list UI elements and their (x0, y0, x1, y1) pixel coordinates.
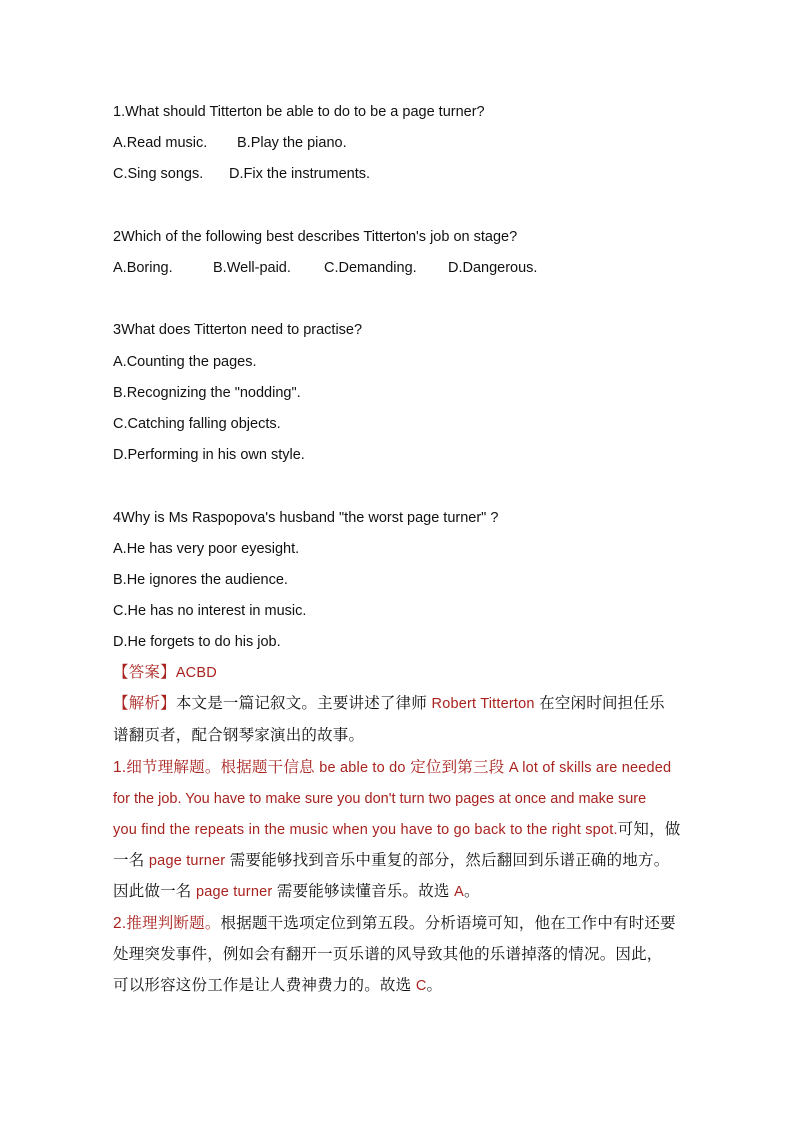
answer-value: ACBD (175, 665, 217, 681)
analysis-text: 可以形容这份工作是让人费神费力的。故选 (113, 977, 416, 994)
question-1-stem: 1.What should Titterton be able to do to be a page turner? (113, 104, 485, 120)
analysis-label: 【解析】 (113, 695, 176, 712)
option-d: D.He forgets to do his job. (113, 634, 281, 650)
analysis-q2-line-1 (113, 915, 676, 933)
option-c: C.Sing songs. (113, 166, 204, 182)
question-1-options-row-1 (113, 134, 347, 152)
keyword: page turner (196, 884, 273, 900)
analysis-text: 1.细节理解题。根据题干信息 (113, 759, 320, 776)
analysis-text: 2.推理判断题。 (113, 915, 221, 932)
answer-line (113, 664, 217, 682)
question-3-stem: 3What does Titterton need to practise? (113, 322, 363, 338)
person-name: Robert Titterton (431, 696, 535, 712)
analysis-text: 因此做一名 (113, 883, 197, 900)
option-a: A.He has very poor eyesight. (113, 541, 300, 557)
analysis-intro-line-1 (113, 695, 665, 713)
option-d: D.Performing in his own style. (113, 447, 305, 463)
answer-letter: C (415, 978, 427, 994)
question-2-options (113, 259, 537, 277)
analysis-q1-line-4 (113, 852, 669, 870)
analysis-text: 需要能够读懂音乐。故选 (272, 883, 455, 900)
option-b: B.Recognizing the "nodding". (113, 385, 301, 401)
analysis-text: 。 (426, 977, 443, 994)
option-d: D.Fix the instruments. (229, 166, 371, 182)
analysis-q1-line-3 (113, 821, 680, 839)
option-b: B.He ignores the audience. (113, 572, 288, 588)
analysis-text: 一名 (113, 852, 149, 869)
question-4-stem: 4Why is Ms Raspopova's husband "the worst page turner" ? (113, 510, 499, 526)
option-a: A.Boring. (113, 260, 173, 276)
analysis-q2-line-3 (113, 977, 442, 995)
analysis-text: be able to do (319, 760, 406, 776)
option-d: D.Dangerous. (448, 260, 538, 276)
option-c: C.He has no interest in music. (113, 603, 307, 619)
analysis-q1-line-1 (113, 759, 671, 777)
analysis-text: 根据题干选项定位到第五段。分析语境可知，他在工作中有时还要 (220, 915, 676, 932)
option-a: A.Read music. (113, 135, 208, 151)
analysis-text: 。 (463, 883, 480, 900)
option-a: A.Counting the pages. (113, 354, 257, 370)
keyword: page turner (148, 853, 226, 869)
option-c: C.Catching falling objects. (113, 416, 281, 432)
option-b: B.Play the piano. (237, 135, 347, 151)
analysis-q2-line-2: 处理突发事件，例如会有翻开一页乐谱的风导致其他的乐谱掉落的情况。因此， (113, 946, 663, 963)
answer-label: 【答案】 (113, 664, 176, 681)
analysis-text: 可知，做 (617, 821, 681, 838)
analysis-q1-line-5 (113, 883, 480, 901)
analysis-text: 在空闲时间担任乐 (534, 695, 665, 712)
analysis-intro-line-2: 谱翻页者，配合钢琴家演出的故事。 (113, 727, 365, 744)
answer-letter: A (454, 884, 464, 900)
analysis-text: 定位到第三段 (405, 759, 509, 776)
analysis-q1-line-2: for the job. You have to make sure you don't turn two pages at once and make sure (113, 791, 647, 807)
quoted-text: A lot of skills are needed (508, 760, 672, 776)
option-c: C.Demanding. (324, 260, 417, 276)
quoted-text: you find the repeats in the music when you have to go back to the right spot. (113, 822, 618, 838)
question-1-options-row-2 (113, 165, 370, 183)
question-2-stem: 2Which of the following best describes Titterton's job on stage? (113, 229, 518, 245)
analysis-text: 需要能够找到音乐中重复的部分，然后翻回到乐谱正确的地方。 (225, 852, 670, 869)
analysis-text: 本文是一篇记叙文。主要讲述了律师 (175, 695, 432, 712)
option-b: B.Well-paid. (213, 260, 291, 276)
